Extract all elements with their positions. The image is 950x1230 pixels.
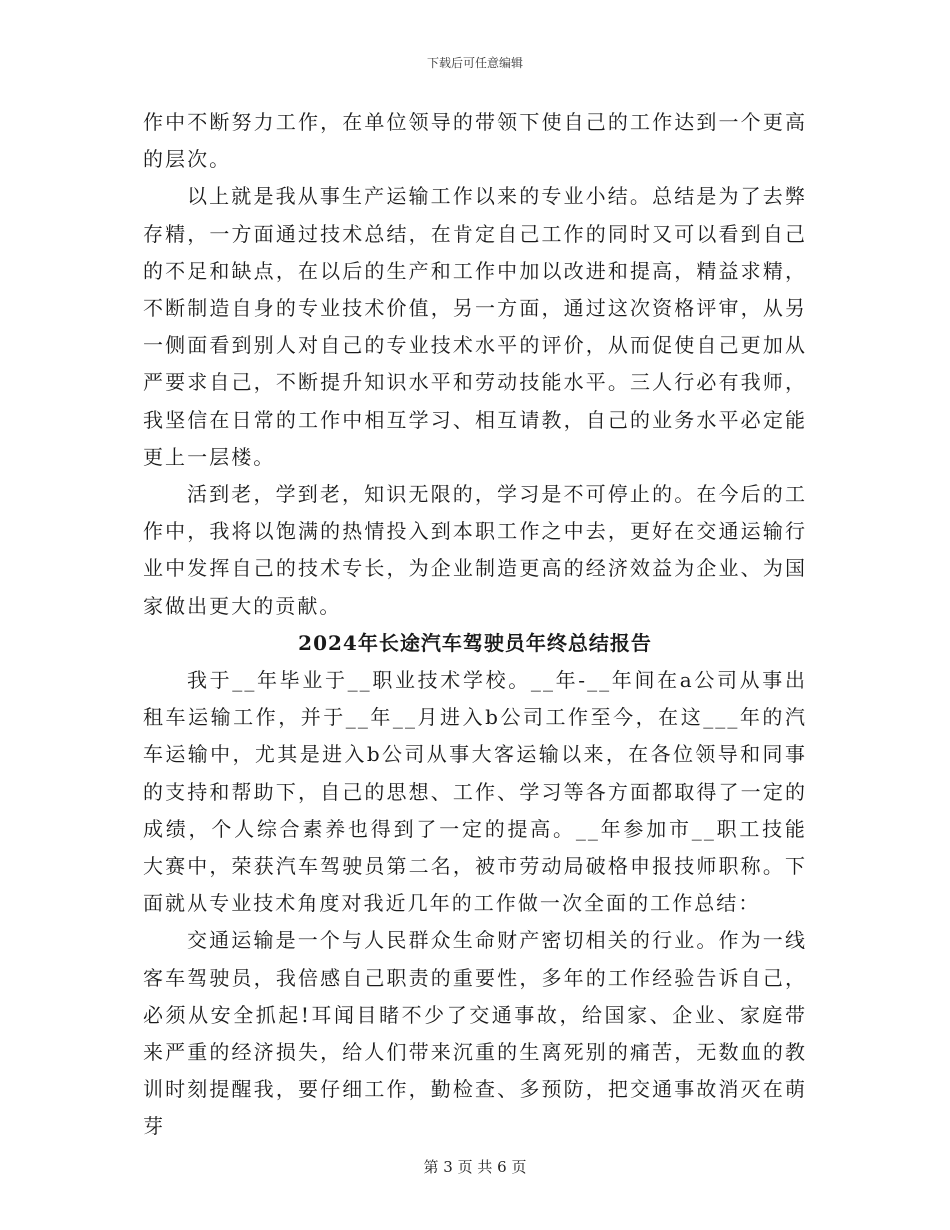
paragraph-intro: 我于__年毕业于__职业技术学校。__年-__年间在a公司从事出租车运输工作，并于__年__月进入b公司工作至今，在这___年的汽车运输中，尤其是进入b公司从事大客运输以来，在各位领导和同事的支持和帮助下，自己的思想、工作、学习等各方面都取得了一定的成绩，个人综合素养也得到了一定的提高。__年参加市__职工技能大赛中，荣获汽车驾驶员第二名，被市劳动局破格申报技师职称。下面就从专业技术角度对我近几年的工作做一次全面的工作总结： (143, 668, 807, 916)
paragraph-safety: 交通运输是一个与人民群众生命财产密切相关的行业。作为一线客车驾驶员，我倍感自己职责的重要性，多年的工作经验告诉自己，必须从安全抓起!耳闻目睹不少了交通事故，给国家、企业、家庭带来严重的经济损失，给人们带来沉重的生离死别的痛苦，无数血的教训时刻提醒我，要仔细工作，勤检查、多预防，把交通事故消灭在萌芽 (143, 928, 807, 1139)
page-header: 下载后可任意编辑 (426, 56, 523, 70)
page-footer: 第 3 页 共 6 页 (423, 1158, 527, 1176)
paragraph-continuation: 作中不断努力工作，在单位领导的带领下使自己的工作达到一个更高的层次。 (143, 110, 807, 172)
paragraph-summary: 以上就是我从事生产运输工作以来的专业小结。总结是为了去弊存精，一方面通过技术总结，在肯定自己工作的同时又可以看到自己的不足和缺点，在以后的生产和工作中加以改进和提高，精益求精，不断制造自身的专业技术价值，另一方面，通过这次资格评审，从另一侧面看到别人对自己的专业技术水平的评价，从而促使自己更加从严要求自己，不断提升知识水平和劳动技能水平。三人行必有我师，我坚信在日常的工作中相互学习、相互请教，自己的业务水平必定能更上一层楼。 (143, 184, 807, 469)
document-body (143, 104, 807, 1146)
section-title: 2024年长途汽车驾驶员年终总结报告 (298, 630, 652, 655)
paragraph-conclusion: 活到老，学到老，知识无限的，学习是不可停止的。在今后的工作中，我将以饱满的热情投入到本职工作之中去，更好在交通运输行业中发挥自己的技术专长，为企业制造更高的经济效益为企业、为国家做出更大的贡献。 (143, 482, 807, 618)
